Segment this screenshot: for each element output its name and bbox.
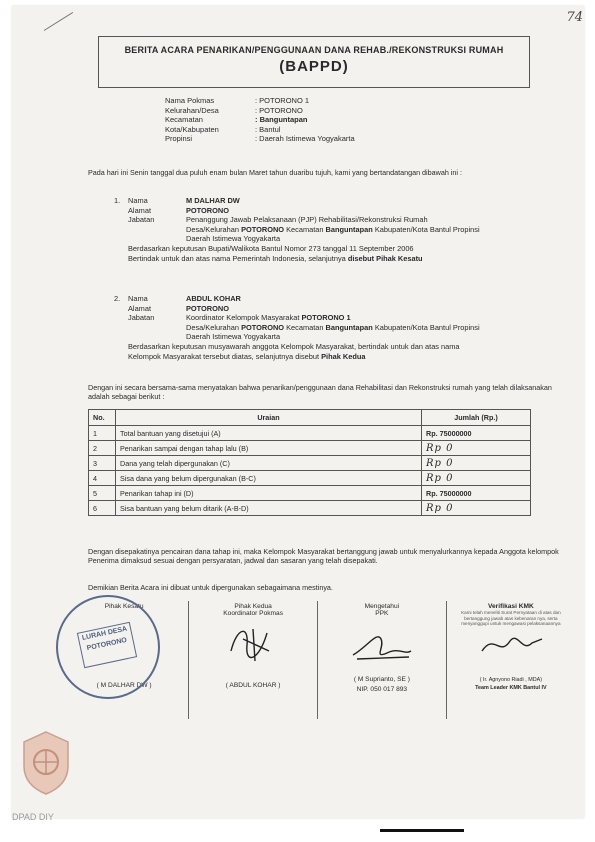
signature-scribble (347, 625, 417, 665)
jabatan-line: Desa/Kelurahan POTORONO Kecamatan Banguntapan Kabupaten/Kota Bantul Propinsi (186, 322, 480, 332)
stamp-text: LURAH DESA POTORONO (77, 622, 137, 668)
official-stamp (56, 595, 160, 699)
signature-scribble (223, 621, 283, 665)
column-header-no: No. (89, 410, 116, 426)
regional-emblem-icon (18, 728, 74, 796)
party-two-role: Kelompok Masyarakat tersebut diatas, selanjutnya disebut Pihak Kedua (128, 351, 366, 361)
closing-statement: Demikian Berita Acara ini dibuat untuk dipergunakan sebagaimana mestinya. (88, 583, 333, 592)
identity-block (165, 96, 355, 144)
signature-verifikasi-kmk: Verifikasi KMK Kami telah meneliti Surat Pernyataan di atas dan bertanggung jawab atas kebenaran nya, serta menyanggupi untuk mengawasi pelaksanaannya ( Ir. Agnyono Riadi , MDA) Team Leader KMK Bantul IV (446, 601, 575, 719)
signature-ppk: Mengetahui PPK ( M Suprianto, SE ) NIP. 050 017 893 (318, 601, 447, 719)
signature-pihak-kedua: Pihak Kedua Koordinator Pokmas ( ABDUL KOHAR ) (189, 601, 318, 719)
jabatan-line: Desa/Kelurahan POTORONO Kecamatan Banguntapan Kabupaten/Kota Bantul Propinsi (186, 224, 480, 234)
party-two-basis: Berdasarkan keputusan musyawarah anggota Kelompok Masyarakat, bertindak untuk dan atas nama (128, 341, 460, 351)
party-two: 2. Nama ABDUL KOHAR Alamat POTORONO Jabatan Koordinator Kelompok Masyarakat POTORONO 1 Desa/Kelurahan POTORONO Kecamatan Banguntapan Kabupaten/Kota Bantul Propinsi Daerah Istimewa Yogyakarta Berdasarkan keputusan musyawarah anggota Kelompok Masyarakat, bertindak untuk dan atas nama Kelompok Masyarakat tersebut diatas, selanjutnya disebut Pihak Kedua (114, 294, 564, 361)
closing-paragraph: Dengan disepakatinya pencairan dana tahap ini, maka Kelompok Masyarakat bertanggung jawab untuk menyalurkannya kepada Anggota kelompok Penerima dimaksud sesuai dengan persyaratan, jadwal dan sasaran yang telah disepakati. (88, 547, 559, 565)
signature-pihak-kesatu: Pihak Kesatu ( M DALHAR DW ) (96, 603, 152, 689)
table-row: 3 Dana yang telah dipergunakan (C) Rp 0 (89, 456, 531, 471)
document-title: BERITA ACARA PENARIKAN/PENGGUNAAN DANA REHAB./REKONSTRUKSI RUMAH (124, 45, 504, 55)
table-row: 5 Penarikan tahap ini (D) Rp. 75000000 (89, 486, 531, 501)
table-row: 2 Penarikan sampai dengan tahap lalu (B) Rp 0 (89, 441, 531, 456)
table-row: 1 Total bantuan yang disetujui (A) Rp. 75000000 (89, 426, 531, 441)
column-header-jumlah: Jumlah (Rp.) (422, 410, 531, 426)
title-box (98, 36, 530, 88)
identity-row: Kecamatan : Banguntapan (165, 115, 308, 124)
bottom-bar (380, 829, 464, 832)
fund-table (88, 409, 531, 516)
table-header-row (89, 410, 531, 426)
signature-scribble (476, 629, 546, 659)
table-row: 4 Sisa dana yang belum dipergunakan (B-C) Rp 0 (89, 471, 531, 486)
party-one: 1. Nama M DALHAR DW Alamat POTORONO Jabatan Penanggung Jawab Pelaksanaan (PJP) Rehabilitasi/Rekonstruksi Rumah Desa/Kelurahan POTORONO Kecamatan Banguntapan Kabupaten/Kota Bantul Propinsi Daerah Istimewa Yogyakarta Berdasarkan keputusan Bupati/Walikota Bantul Nomor 273 tanggal 11 September 2006 Bertindak untuk dan atas nama Pemerintah Indonesia, selanjutnya disebut Pihak Kesatu (114, 196, 564, 263)
table-row: 6 Sisa bantuan yang belum ditarik (A-B-D) Rp 0 (89, 501, 531, 516)
table-intro: Dengan ini secara bersama-sama menyatakan bahwa penarikan/penggunaan dana Rehabilitasi dan Rekonstruksi rumah yang telah dilaksanakan adalah sebagai berikut : (88, 383, 552, 401)
party-one-basis: Berdasarkan keputusan Bupati/Walikota Bantul Nomor 273 tanggal 11 September 2006 (128, 243, 414, 253)
identity-row: Propinsi : Daerah Istimewa Yogyakarta (165, 134, 355, 143)
identity-row: Kelurahan/Desa : POTORONO (165, 105, 303, 115)
opening-paragraph: Pada hari ini Senin tanggal dua puluh enam bulan Maret tahun duaribu tujuh, kami yang bertandatangan dibawah ini : (88, 168, 463, 177)
column-header-uraian: Uraian (116, 410, 422, 426)
page-number: 74 (566, 10, 583, 25)
document-subtitle: (BAPPD) (279, 58, 349, 75)
identity-row: Kota/Kabupaten : Bantul (165, 124, 281, 134)
identity-row: Nama Pokmas : POTORONO 1 (165, 96, 310, 105)
party-one-role: Bertindak untuk dan atas nama Pemerintah Indonesia, selanjutnya disebut Pihak Kesatu (128, 253, 423, 263)
archive-footer: DPAD DIY (12, 812, 54, 822)
